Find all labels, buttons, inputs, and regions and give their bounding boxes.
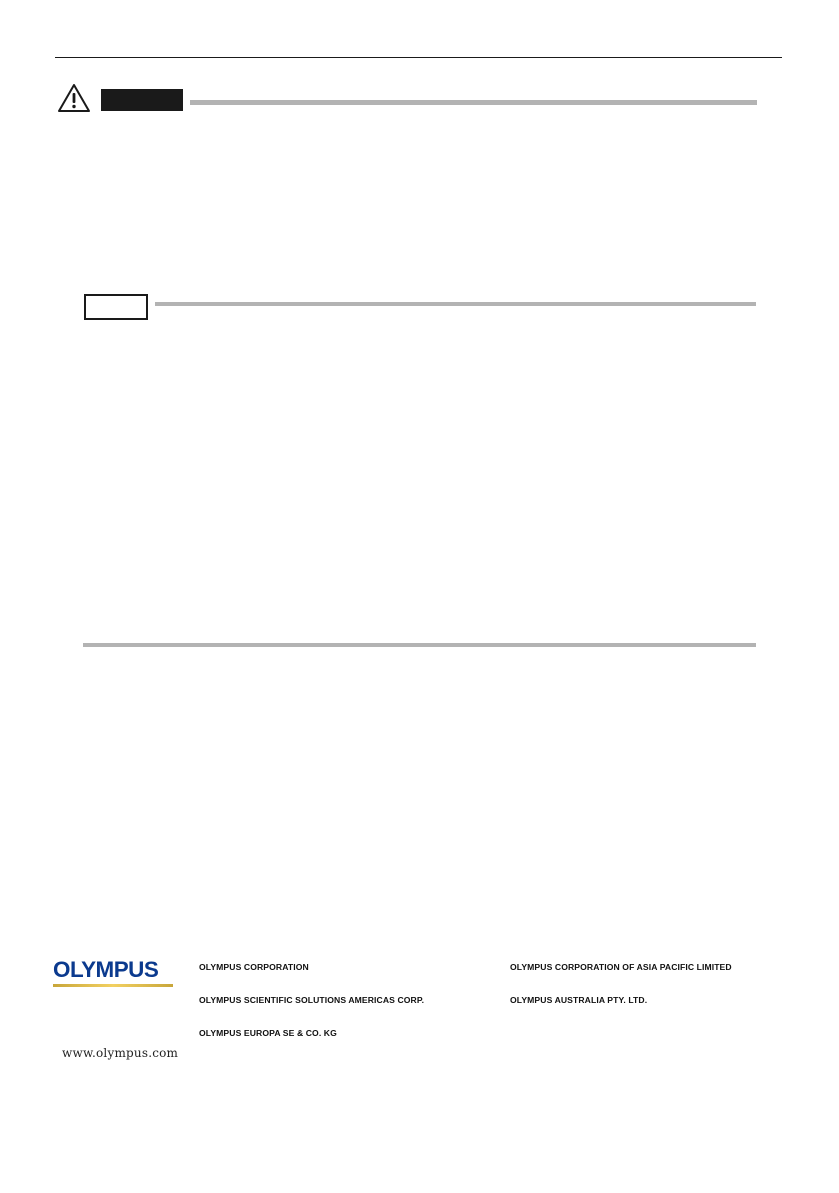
company-name: OLYMPUS AUSTRALIA PTY. LTD. — [510, 995, 648, 1005]
logo-text: OLYMPUS — [53, 957, 159, 982]
logo-underline — [53, 984, 173, 987]
warning-triangle-icon — [57, 83, 91, 113]
company-name: OLYMPUS CORPORATION OF ASIA PACIFIC LIMITED — [510, 962, 732, 972]
olympus-logo — [53, 958, 175, 987]
caution-label-box — [101, 89, 183, 111]
note-section-rule — [155, 302, 756, 306]
company-name: OLYMPUS EUROPA SE & CO. KG — [199, 1028, 337, 1038]
header-rule — [55, 57, 782, 58]
company-name: OLYMPUS SCIENTIFIC SOLUTIONS AMERICAS CORP. — [199, 995, 425, 1005]
company-name: OLYMPUS CORPORATION — [199, 962, 309, 972]
website-url: www.olympus.com — [62, 1046, 179, 1060]
caution-section-rule — [190, 100, 757, 105]
section-end-rule — [83, 643, 756, 647]
note-label-box — [84, 294, 148, 320]
